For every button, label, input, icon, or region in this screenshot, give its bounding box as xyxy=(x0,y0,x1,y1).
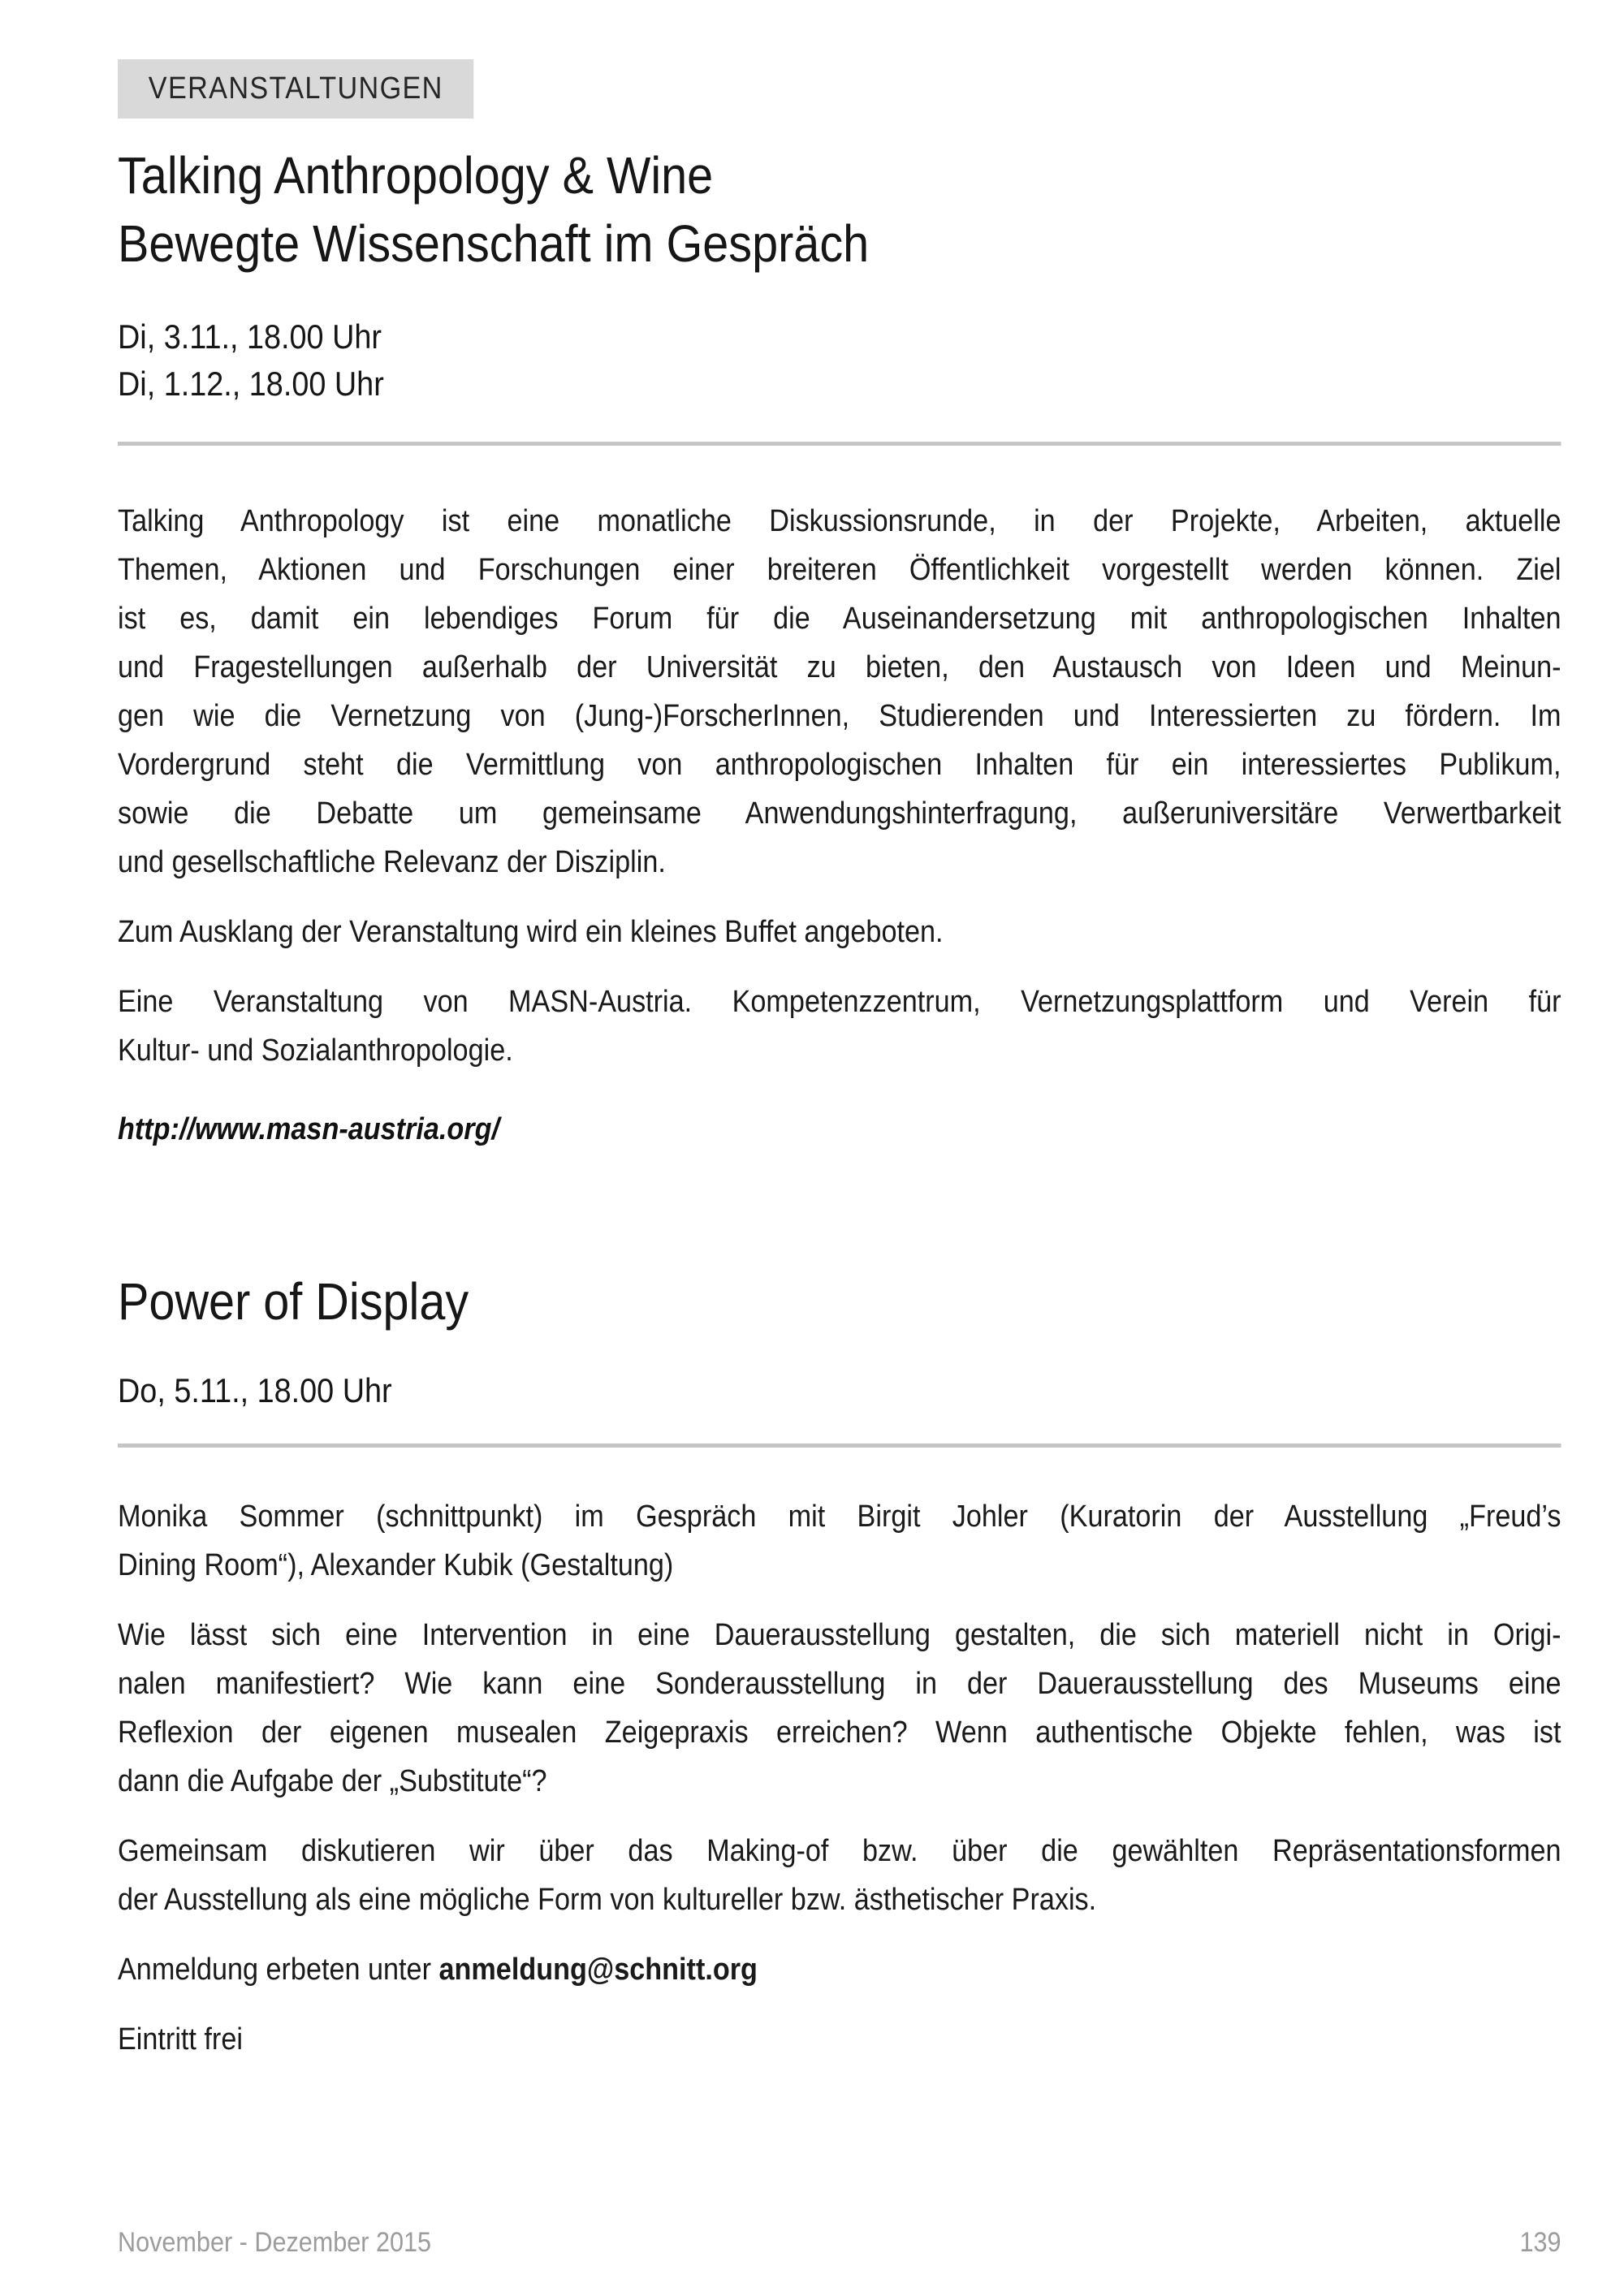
event1-dates xyxy=(118,313,1561,408)
text-line: gen wie die Vernetzung von (Jung-)ForscherInnen, Studierenden und Interessierten zu fördern. Im xyxy=(118,699,1561,733)
text-line: Dining Room“), Alexander Kubik (Gestaltung) xyxy=(118,1548,674,1582)
divider xyxy=(118,1444,1561,1448)
footer-issue: November - Dezember 2015 xyxy=(118,2227,432,2258)
event2-title xyxy=(118,1267,1561,1336)
text-line: Vordergrund steht die Vermittlung von anthropologischen Inhalten für ein interessiertes Publikum, xyxy=(118,748,1561,782)
text-line: der Ausstellung als eine mögliche Form von kultureller bzw. ästhetischer Praxis. xyxy=(118,1883,1097,1917)
text-line: Di, 3.11., 18.00 Uhr xyxy=(118,317,382,356)
registration-note xyxy=(118,1945,1561,1994)
event2-paragraph-speakers xyxy=(118,1492,1561,1590)
page-footer xyxy=(118,2225,1561,2260)
content-column xyxy=(118,0,1561,2296)
event1-paragraph-buffet xyxy=(118,908,1561,956)
text-line: Talking Anthropology & Wine xyxy=(118,146,714,205)
website-link[interactable]: http://www.masn-austria.org/ xyxy=(118,1112,499,1146)
text-line: sowie die Debatte um gemeinsame Anwendungshinterfragung, außeruniversitäre Verwertbarkeit xyxy=(118,796,1561,831)
text-line: und gesellschaftliche Relevanz der Disziplin. xyxy=(118,845,666,879)
event1-title xyxy=(118,141,1561,278)
event2-paragraph-description xyxy=(118,1611,1561,1806)
text-line: Reflexion der eigenen musealen Zeigepraxis erreichen? Wenn authentische Objekte fehlen, was ist xyxy=(118,1716,1561,1750)
text-line: dann die Aufgabe der „Substitute“? xyxy=(118,1764,547,1798)
text-line: Bewegte Wissenschaft im Gespräch xyxy=(118,214,870,273)
text-line: Wie lässt sich eine Intervention in eine Dauerausstellung gestalten, die sich materiell nicht in Origi- xyxy=(118,1618,1561,1652)
text-line: Zum Ausklang der Veranstaltung wird ein kleines Buffet angeboten. xyxy=(118,915,944,949)
event2-paragraph-discussion xyxy=(118,1827,1561,1924)
section-label: VERANSTALTUNGEN xyxy=(118,59,474,119)
text-line: und Fragestellungen außerhalb der Universität zu bieten, den Austausch von Ideen und Meinun- xyxy=(118,650,1561,684)
text-line: Monika Sommer (schnittpunkt) im Gespräch mit Birgit Johler (Kuratorin der Ausstellung „Freud’s xyxy=(118,1500,1561,1534)
event1-paragraph-organizer xyxy=(118,978,1561,1075)
email-link[interactable]: anmeldung@schnitt.org xyxy=(438,1953,758,1987)
text-line: ist es, damit ein lebendiges Forum für die Auseinandersetzung mit anthropologischen Inhalten xyxy=(118,602,1561,636)
admission-note: Eintritt frei xyxy=(118,2022,243,2056)
text-line: Kultur- und Sozialanthropologie. xyxy=(118,1034,513,1068)
text-line: Power of Display xyxy=(118,1272,469,1331)
divider xyxy=(118,442,1561,446)
text-line: Themen, Aktionen und Forschungen einer breiteren Öffentlichkeit vorgestellt werden können. Ziel xyxy=(118,553,1561,587)
text-line: Talking Anthropology ist eine monatliche Diskussionsrunde, in der Projekte, Arbeiten, aktuelle xyxy=(118,504,1561,538)
text-line: nalen manifestiert? Wie kann eine Sonderausstellung in der Dauerausstellung des Museums eine xyxy=(118,1667,1561,1701)
registration-prefix: Anmeldung erbeten unter xyxy=(118,1953,439,1987)
text-line: Eine Veranstaltung von MASN-Austria. Kompetenzzentrum, Vernetzungsplattform und Verein für xyxy=(118,985,1561,1019)
event1-paragraph-description xyxy=(118,497,1561,887)
text-line: Di, 1.12., 18.00 Uhr xyxy=(118,365,384,403)
text-line: Do, 5.11., 18.00 Uhr xyxy=(118,1371,392,1409)
footer-page-number: 139 xyxy=(1519,2227,1561,2258)
text-line: Gemeinsam diskutieren wir über das Making-of bzw. über die gewählten Repräsentationsformen xyxy=(118,1834,1561,1868)
event2-dates xyxy=(118,1367,1561,1414)
